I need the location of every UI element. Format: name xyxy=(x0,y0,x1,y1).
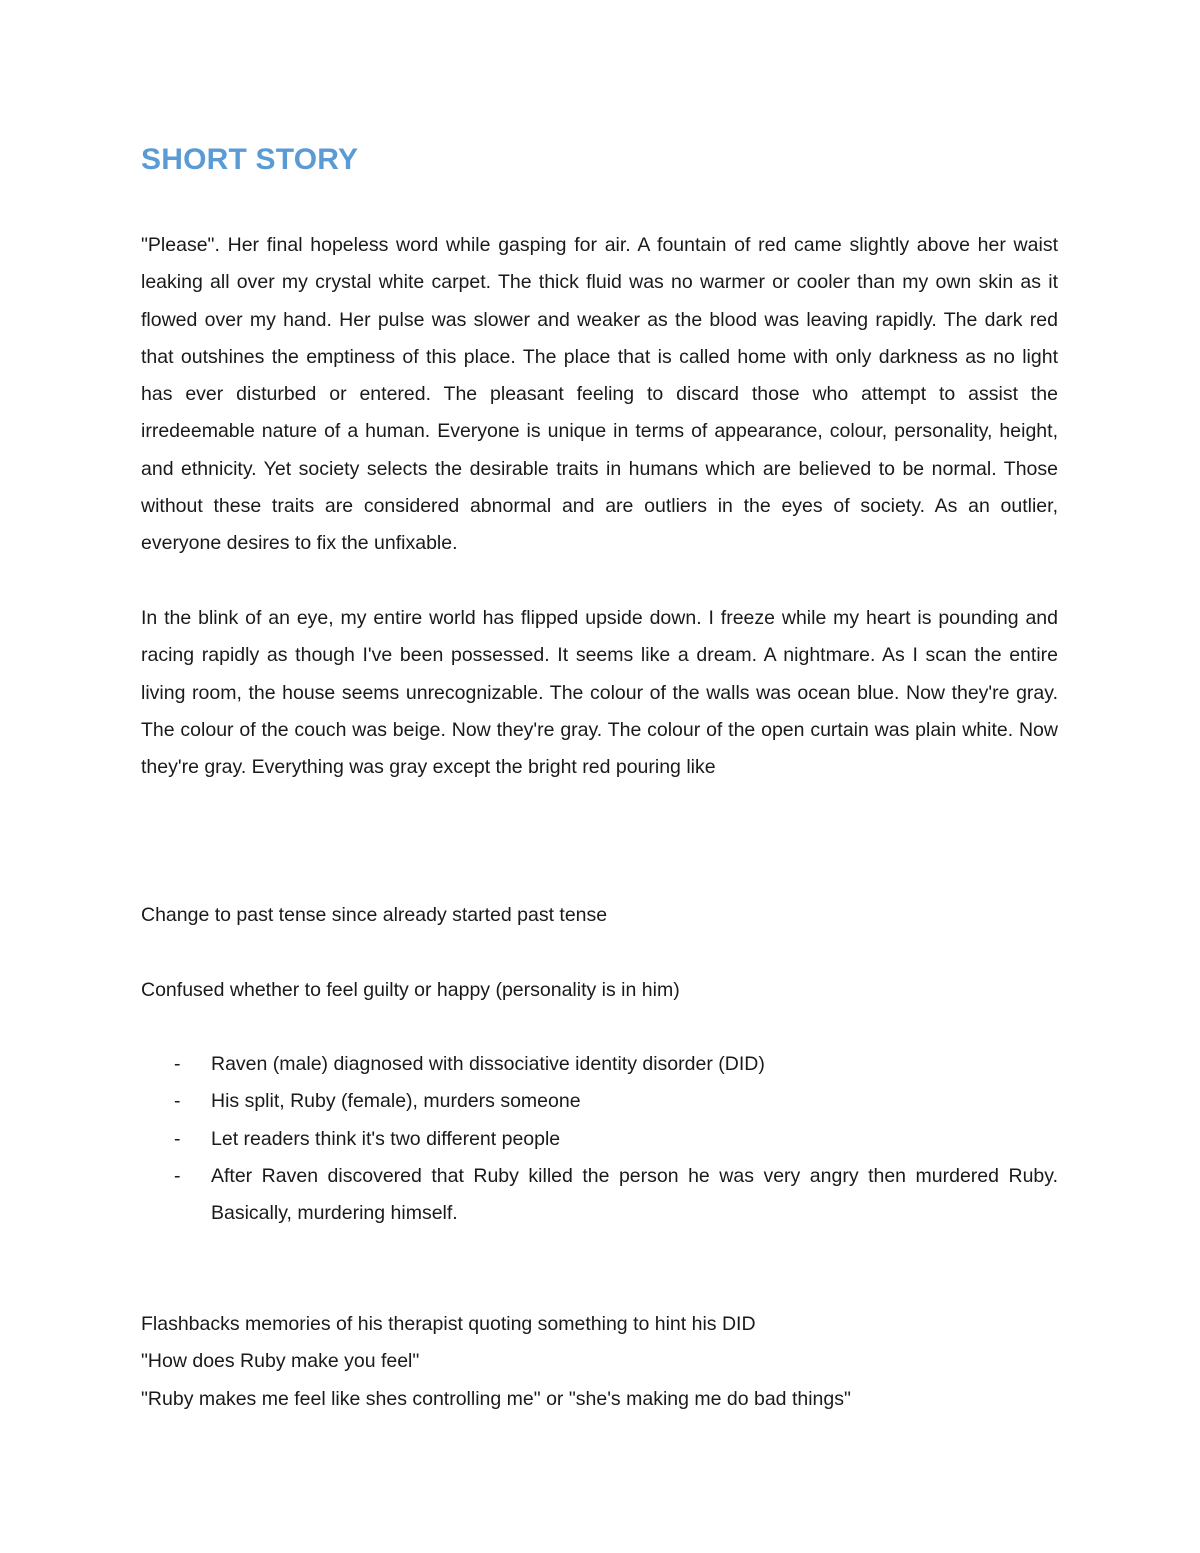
bullet-text: His split, Ruby (female), murders someone xyxy=(211,1090,581,1113)
bullet-item xyxy=(141,1046,1058,1083)
bullet-item xyxy=(141,1083,1058,1120)
bullet-text: Let readers think it's two different people xyxy=(211,1127,561,1150)
bullet-dash: - xyxy=(174,1127,181,1150)
bullet-dash: - xyxy=(174,1090,181,1113)
therapist-quotes xyxy=(141,1306,851,1418)
bullet-item xyxy=(141,1158,1058,1233)
plot-bullet-list xyxy=(141,1046,1058,1232)
bullet-dash: - xyxy=(174,1053,181,1075)
bullet-text: Raven (male) diagnosed with dissociative identity disorder (DID) xyxy=(211,1053,765,1075)
story-paragraph-1: "Please". Her final hopeless word while gasping for air. A fountain of red came slightly above her waist leaking all over my crystal white carpet. The thick fluid was no warmer or cooler than my own skin as it flowed over my hand. Her pulse was slower and weaker as the blood was leaving rapidly. The dark red that outshines the emptiness of this place. The place that is called home with only darkness as no light has ever disturbed or entered. The pleasant feeling to discard those who attempt to assist the irredeemable nature of a human. Everyone is unique in terms of appearance, colour, personality, height, and ethnicity. Yet society selects the desirable traits in humans which are believed to be normal. Those without these traits are considered abnormal and are outliers in the eyes of society. As an outlier, everyone desires to fix the unfixable. xyxy=(141,234,1058,555)
bullet-dash: - xyxy=(174,1164,181,1187)
note-confused: Confused whether to feel guilty or happy (personality is in him) xyxy=(141,979,680,1001)
quote-line: Flashbacks memories of his therapist quoting something to hint his DID xyxy=(141,1313,756,1335)
note-past-tense: Change to past tense since already started past tense xyxy=(141,904,608,926)
quote-line: "How does Ruby make you feel" xyxy=(141,1350,420,1373)
story-paragraph-2: In the blink of an eye, my entire world has flipped upside down. I freeze while my heart is pounding and racing rapidly as though I've been possessed. It seems like a dream. A nightmare. As I scan the entire living room, the house seems unrecognizable. The colour of the walls was ocean blue. Now they're gray. The colour of the couch was beige. Now they're gray. The colour of the open curtain was plain white. Now they're gray. Everything was gray except the bright red pouring like xyxy=(141,607,1058,779)
bullet-text: After Raven discovered that Ruby killed the person he was very angry then murdered Ruby. Basically, murdering himself. xyxy=(211,1164,1058,1225)
bullet-item xyxy=(141,1121,1058,1158)
quote-line: "Ruby makes me feel like shes controlling me" or "she's making me do bad things" xyxy=(141,1387,851,1410)
document-title: SHORT STORY xyxy=(141,143,359,176)
